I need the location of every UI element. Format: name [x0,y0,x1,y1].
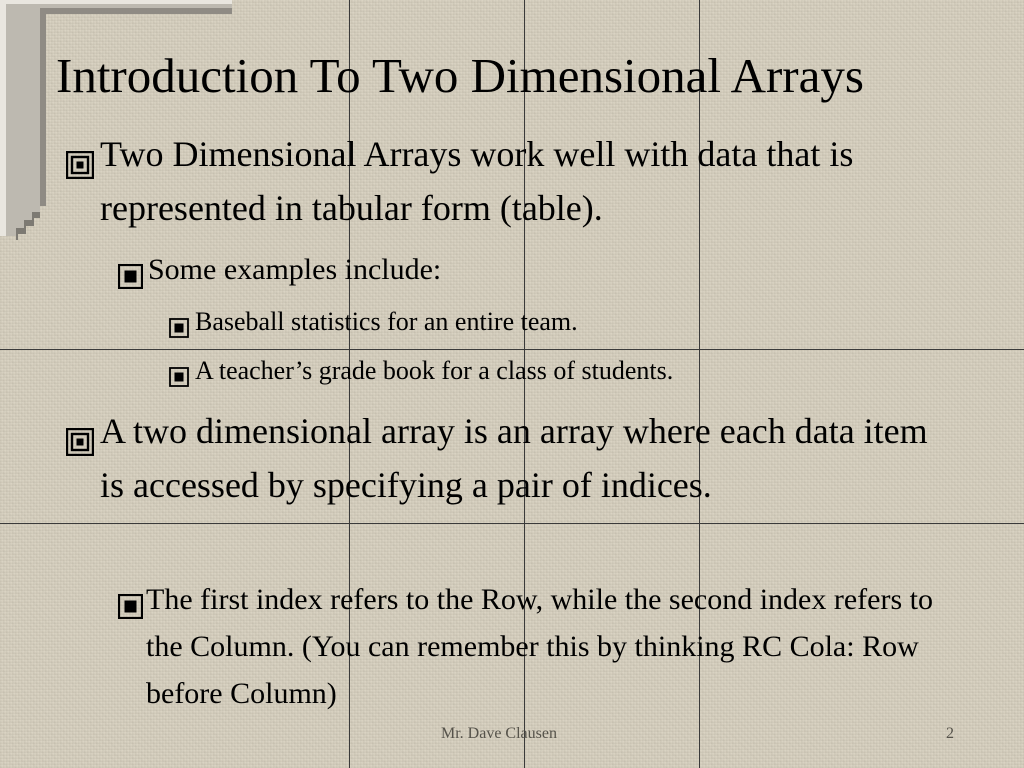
page-number: 2 [946,725,954,742]
bullet-text: The first index refers to the Row, while the second index refers to the Column. (You can remember this by thinking RC Cola: Row before Column) [146,583,933,710]
bullet-item [66,127,966,235]
square-bullet-icon [118,256,143,281]
bullet-item [169,353,969,389]
slide-title: Introduction To Two Dimensional Arrays [56,48,864,103]
footer-author: Mr. Dave Clausen [441,725,557,742]
bullet-item [118,246,918,293]
bullet-text: Two Dimensional Arrays work well with data that is represented in tabular form (table). [100,134,854,228]
square-bullet-icon [118,586,143,611]
bullet-text: A two dimensional array is an array where each data item is accessed by specifying a pair of indices. [100,411,928,505]
square-bullet-icon [169,312,189,332]
square-target-bullet-icon [66,417,94,445]
bullet-item [118,576,968,717]
bullet-text: Baseball statistics for an entire team. [195,307,578,336]
bullet-item [66,404,966,512]
bullet-item [169,304,969,340]
grid-line-horizontal [0,349,1024,350]
square-bullet-icon [169,361,189,381]
grid-line-horizontal [0,523,1024,524]
bullet-text: A teacher’s grade book for a class of students. [195,356,674,385]
bullet-text: Some examples include: [148,253,442,286]
square-target-bullet-icon [66,140,94,168]
